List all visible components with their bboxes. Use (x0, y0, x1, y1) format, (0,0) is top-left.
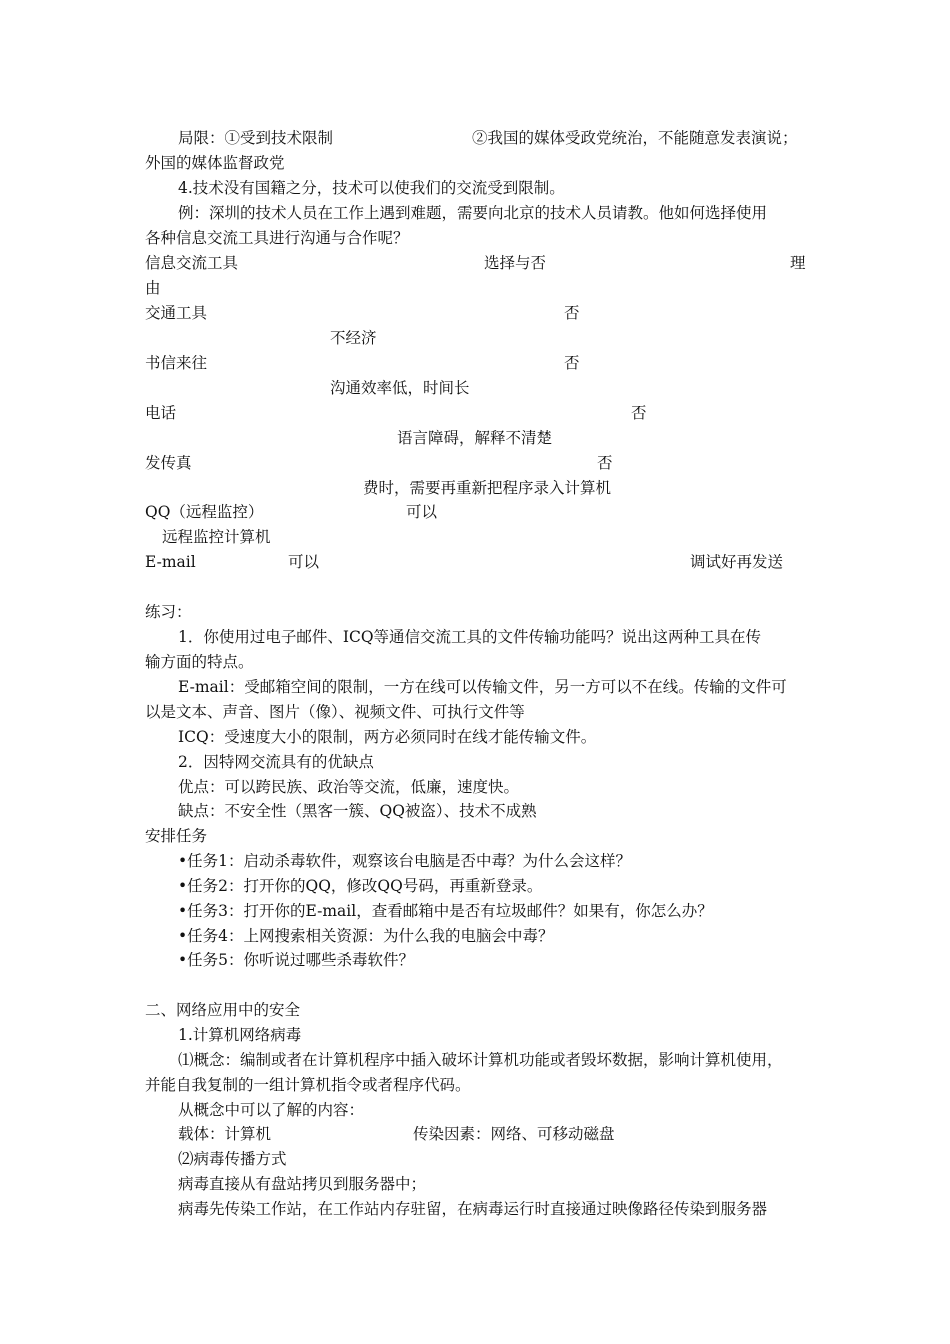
text-line: ⑵病毒传播方式 (178, 1150, 287, 1168)
text-line: 病毒先传染工作站，在工作站内存驻留，在病毒运行时直接通过映像路径传染到服务器 (178, 1200, 768, 1218)
table-row-choice: 否 (564, 354, 580, 372)
section-heading: 练习： (145, 603, 192, 621)
text-line: 载体：计算机 (178, 1125, 272, 1143)
text-line: 以是文本、声音、图片（像）、视频文件、可执行文件等 (145, 703, 525, 721)
table-row-tool: E-mail (145, 553, 196, 571)
text-line: E-mail：受邮箱空间的限制，一方在线可以传输文件，另一方可以不在线。传输的文件可 (178, 678, 787, 696)
table-row-choice: 否 (564, 304, 580, 322)
text-line: 1．你使用过电子邮件、ICQ等通信交流工具的文件传输功能吗？说出这两种工具在传 (178, 628, 762, 646)
table-row-choice: 可以 (288, 553, 320, 571)
text-line: 病毒直接从有盘站拷贝到服务器中； (178, 1175, 427, 1193)
text-line: 传染因素：网络、可移动磁盘 (413, 1125, 615, 1143)
table-row-tool: 电话 (145, 404, 177, 422)
text-line: 并能自我复制的一组计算机指令或者程序代码。 (145, 1076, 471, 1094)
table-header-reason-cont: 由 (145, 279, 161, 297)
table-row-choice: 否 (631, 404, 647, 422)
text-line: ⑴概念：编制或者在计算机程序中插入破坏计算机功能或者毁坏数据，影响计算机使用， (178, 1051, 783, 1069)
text-line: 从概念中可以了解的内容： (178, 1101, 365, 1119)
text-line: 例：深圳的技术人员在工作上遇到难题，需要向北京的技术人员请教。他如何选择使用 (178, 204, 768, 222)
table-header-choice: 选择与否 (484, 254, 547, 272)
table-row-reason: 远程监控计算机 (162, 528, 271, 546)
table-header-tool: 信息交流工具 (145, 254, 239, 272)
section-heading: 安排任务 (145, 827, 208, 845)
text-line: 各种信息交流工具进行沟通与合作呢？ (145, 229, 409, 247)
table-row-reason: 不经济 (330, 329, 377, 347)
list-item: •任务5：你听说过哪些杀毒软件？ (178, 951, 415, 969)
text-line: ICQ：受速度大小的限制，两方必须同时在线才能传输文件。 (178, 728, 597, 746)
table-row-choice: 否 (597, 454, 613, 472)
text-line: 4.技术没有国籍之分，技术可以使我们的交流受到限制。 (178, 179, 565, 197)
text-line: 外国的媒体监督政党 (145, 154, 285, 172)
section-heading: 二、网络应用中的安全 (145, 1001, 301, 1019)
table-row-tool: 书信来往 (145, 354, 208, 372)
table-row-tool: QQ（远程监控） (145, 503, 264, 521)
text-line: 缺点：不安全性（黑客一簇、QQ被盗）、技术不成熟 (178, 802, 537, 820)
table-row-reason: 费时，需要再重新把程序录入计算机 (363, 479, 612, 497)
list-item: •任务2：打开你的QQ，修改QQ号码，再重新登录。 (178, 877, 543, 895)
table-row-tool: 交通工具 (145, 304, 208, 322)
list-item: •任务4：上网搜索相关资源：为什么我的电脑会中毒？ (178, 927, 554, 945)
text-line: 2．因特网交流具有的优缺点 (178, 753, 374, 771)
table-header-reason: 理 (790, 254, 806, 272)
list-item: •任务3：打开你的E-mail，查看邮箱中是否有垃圾邮件？如果有，你怎么办？ (178, 902, 713, 920)
text-line: 输方面的特点。 (145, 653, 254, 671)
text-line: 局限：①受到技术限制 (178, 129, 334, 147)
text-line: ②我国的媒体受政党统治，不能随意发表演说； (472, 129, 798, 147)
list-item: •任务1：启动杀毒软件，观察该台电脑是否中毒？为什么会这样？ (178, 852, 632, 870)
subsection-heading: 1.计算机网络病毒 (178, 1026, 302, 1044)
table-row-tool: 发传真 (145, 454, 192, 472)
text-line: 优点：可以跨民族、政治等交流，低廉，速度快。 (178, 778, 520, 796)
table-row-reason: 沟通效率低，时间长 (330, 379, 470, 397)
table-row-reason: 调试好再发送 (690, 553, 784, 571)
table-row-reason: 语言障碍，解释不清楚 (397, 429, 553, 447)
table-row-choice: 可以 (406, 503, 438, 521)
